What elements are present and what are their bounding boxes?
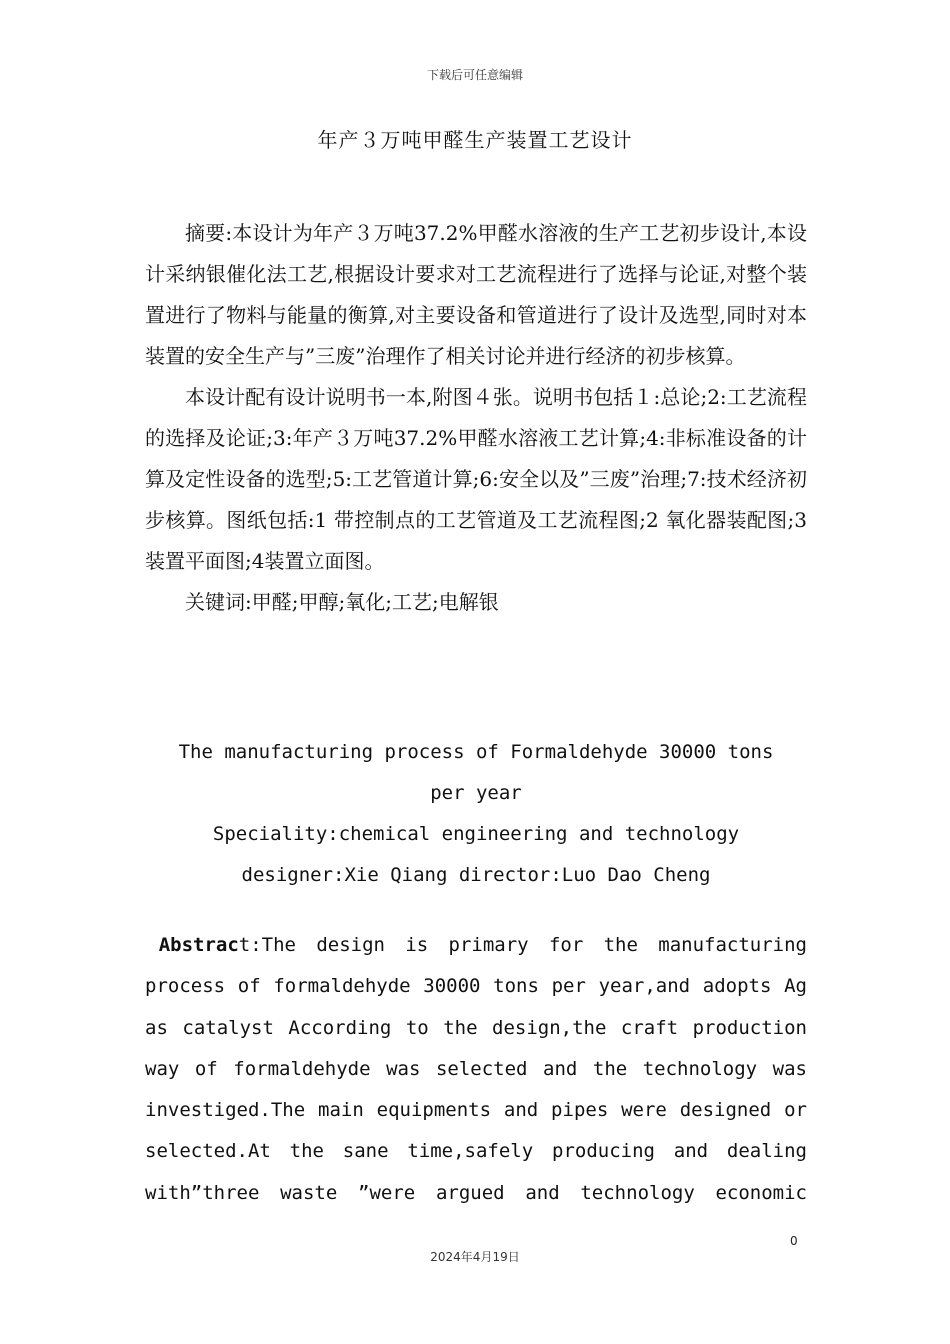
english-abstract-paragraph xyxy=(145,925,807,1214)
english-title-block xyxy=(145,732,807,896)
document-title: 年产３万吨甲醛生产装置工艺设计 xyxy=(317,128,633,152)
abstract-paragraph-1: 摘要:本设计为年产３万吨37.2%甲醛水溶液的生产工艺初步设计,本设计采纳银催化法工艺,根据设计要求对工艺流程进行了选择与论证,对整个装置进行了物料与能量的衡算,对主要设备和管道进行了设计及选型,同时对本装置的安全生产与”三废”治理作了相关讨论并进行经济的初步核算。 xyxy=(145,221,807,368)
speciality-line: Speciality:chemical engineering and technology xyxy=(212,823,740,845)
designer-line: designer:Xie Qiang director:Luo Dao Cheng xyxy=(241,864,711,886)
abstract-paragraph-2: 本设计配有设计说明书一本,附图４张。说明书包括１:总论;2:工艺流程的选择及论证;3:年产３万吨37.2%甲醛水溶液工艺计算;4:非标准设备的计算及定性设备的选型;5:工艺管道计算;6:安全以及”三废”治理;7:技术经济初步核算。图纸包括:1 带控制点的工艺管道及工艺流程图;2 氧化器装配图;3 装置平面图;4装置立面图。 xyxy=(145,385,807,573)
footer-date: 2024年4月19日 xyxy=(430,1250,520,1264)
keywords-line: 关键词:甲醛;甲醇;氧化;工艺;电解银 xyxy=(185,590,499,614)
english-abstract-text: t:The design is primary for the manufacturing process of formaldehyde 30000 tons per year,and adopts Ag as catalyst According to the design,the craft production way of formaldehyde was selected and the technology was investiged.The main equipments and pipes were designed or selected.At the sane time,safely producing and dealing with”three waste ”were argued and technology economic xyxy=(145,934,807,1204)
abstract-label: Abstrac xyxy=(158,934,239,956)
header-note: 下载后可任意编辑 xyxy=(426,68,523,82)
english-title-line-2: per year xyxy=(430,782,522,804)
page-number: 0 xyxy=(790,1234,798,1248)
english-abstract xyxy=(145,925,807,1214)
english-title-line-1: The manufacturing process of Formaldehyde 30000 tons xyxy=(178,741,774,763)
chinese-abstract xyxy=(145,213,807,623)
